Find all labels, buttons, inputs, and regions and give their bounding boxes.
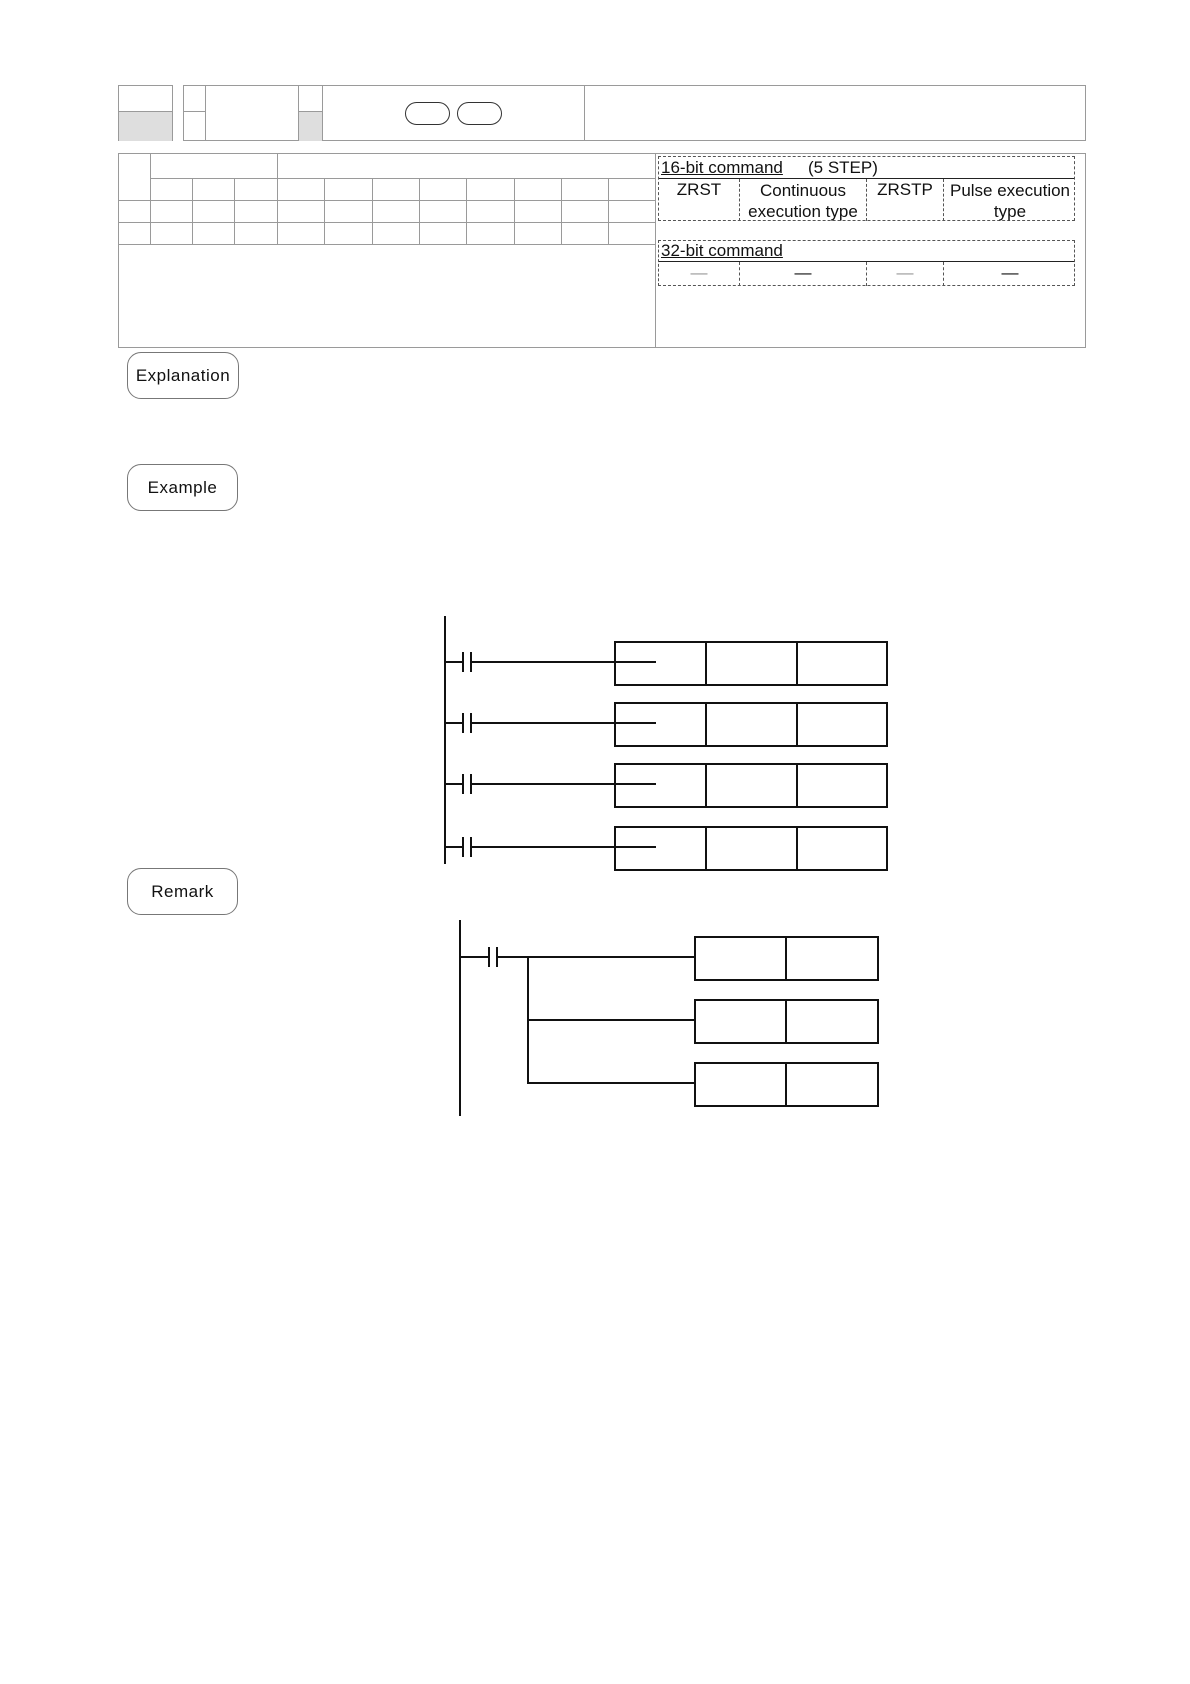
left-power-rail xyxy=(459,920,461,1116)
branch-wire xyxy=(527,1019,646,1021)
instruction-block xyxy=(614,763,888,808)
contact-symbol xyxy=(445,846,462,848)
col-divider xyxy=(943,179,944,221)
thirty-two-bit-label: 32-bit command xyxy=(661,241,783,260)
contact-symbol xyxy=(445,661,462,663)
grid-line xyxy=(372,178,373,244)
example-tag: Example xyxy=(127,464,238,511)
ladder-rung xyxy=(430,650,890,694)
mnemonic-zrst: ZRST xyxy=(676,180,722,199)
grid-line xyxy=(118,244,655,245)
contact-symbol xyxy=(488,947,490,967)
rung-wire xyxy=(646,1019,694,1021)
operand-table-split xyxy=(655,153,656,348)
ladder-rung xyxy=(430,711,890,755)
contact-symbol xyxy=(462,713,464,733)
instruction-cell-divider xyxy=(785,936,787,981)
mnemonic-zrstp: ZRSTP xyxy=(877,180,933,199)
grid-line xyxy=(561,178,562,244)
instruction-block xyxy=(614,641,888,686)
grid-line xyxy=(277,153,278,244)
grid-line xyxy=(608,178,609,244)
rung-wire xyxy=(646,956,694,958)
example-ladder-diagram xyxy=(430,610,890,870)
grid-line xyxy=(324,178,325,244)
grid-line xyxy=(192,178,193,244)
contact-symbol xyxy=(461,956,488,958)
instruction-cell-divider xyxy=(796,702,798,747)
instruction-cell-divider xyxy=(705,763,707,808)
instruction-cell-divider xyxy=(785,999,787,1044)
col-divider xyxy=(739,262,740,286)
instruction-cell-divider xyxy=(796,641,798,686)
dash-value: — xyxy=(896,263,914,282)
instruction-cell-divider xyxy=(785,1062,787,1107)
grid-line xyxy=(150,178,655,179)
grid-line xyxy=(150,153,151,244)
dash-value: — xyxy=(794,263,812,282)
operand-oval xyxy=(405,102,450,125)
sixteen-bit-steps: (5 STEP) xyxy=(808,158,878,177)
instruction-block xyxy=(614,702,888,747)
col-divider xyxy=(739,179,740,221)
header-divider xyxy=(584,85,585,141)
grid-line xyxy=(514,178,515,244)
grid-line xyxy=(419,178,420,244)
instruction-cell-divider xyxy=(796,763,798,808)
header-shade-cell xyxy=(299,111,322,141)
sixteen-bit-label: 16-bit command xyxy=(661,158,783,177)
dash-value: — xyxy=(690,263,708,282)
grid-line xyxy=(466,178,467,244)
branch-wire xyxy=(527,1082,646,1084)
contact-symbol xyxy=(462,837,464,857)
instruction-cell-divider xyxy=(705,702,707,747)
instruction-block xyxy=(614,826,888,871)
remark-tag: Remark xyxy=(127,868,238,915)
explanation-tag: Explanation xyxy=(127,352,239,399)
mode-continuous: Continuous execution type xyxy=(748,181,858,221)
grid-line xyxy=(118,222,655,223)
instruction-cell-divider xyxy=(796,826,798,871)
header-divider xyxy=(322,85,323,141)
header-api-box-shade xyxy=(119,111,172,141)
contact-symbol xyxy=(445,722,462,724)
remark-ladder-diagram xyxy=(450,920,890,1120)
operand-oval xyxy=(457,102,502,125)
contact-symbol xyxy=(445,783,462,785)
mode-pulse: Pulse execution type xyxy=(949,181,1071,221)
ladder-rung xyxy=(430,835,890,879)
grid-line xyxy=(118,200,655,201)
header-divider xyxy=(183,111,205,112)
header-divider xyxy=(205,85,206,141)
contact-symbol xyxy=(462,774,464,794)
instruction-cell-divider xyxy=(705,641,707,686)
rung-wire xyxy=(646,1082,694,1084)
col-divider xyxy=(943,262,944,286)
instruction-cell-divider xyxy=(705,826,707,871)
contact-symbol xyxy=(462,652,464,672)
rung-wire xyxy=(498,956,646,958)
ladder-rung xyxy=(430,772,890,816)
grid-line xyxy=(234,178,235,244)
dash-value: — xyxy=(1001,263,1019,282)
